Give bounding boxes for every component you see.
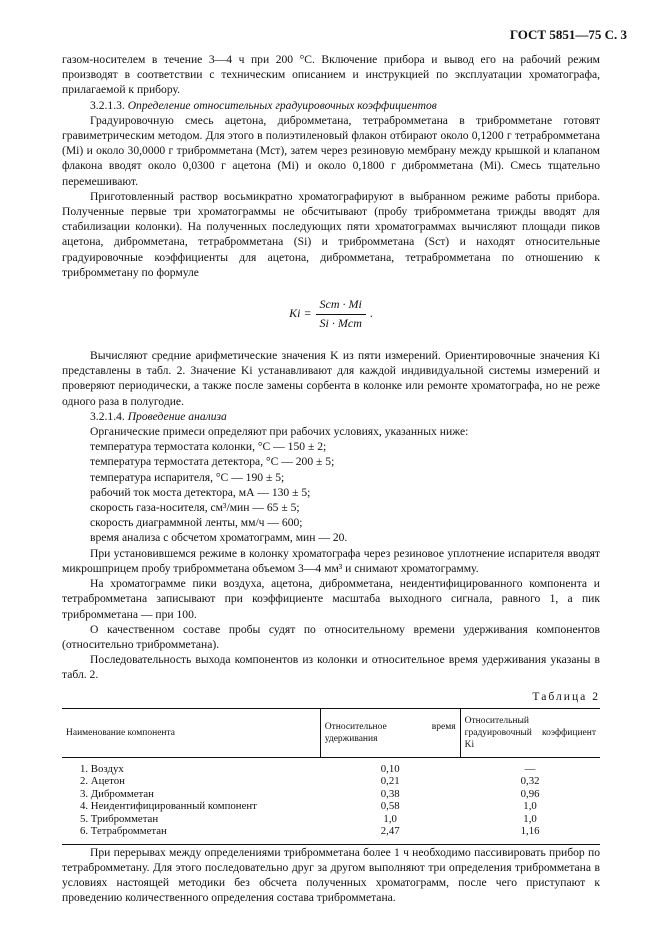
condition-item: температура термостата детектора, °С — 200 ± 5; [90,455,335,469]
cell-component: 3. Дибромметан [80,787,154,800]
formula-fraction [316,297,366,330]
cell-component: 6. Тетрабромметан [80,825,167,838]
cell-time: 0,58 [380,800,400,813]
paragraph-qualitative: О качественном составе пробы судят по относительному времени удерживания компонентов (относительно трибромметана). [62,622,600,651]
formula-lhs: Ki = [289,306,312,321]
section-3214-heading [62,409,600,424]
condition-item: скорость диаграммной ленты, мм/ч — 600; [90,516,303,530]
cell-time: 2,47 [380,825,400,838]
table-title: Таблица 2 [532,689,600,703]
formula-ki [62,294,600,334]
cell-coef: 1,0 [523,812,537,825]
table-row [62,825,600,844]
cell-time: 1,0 [383,812,397,825]
table-row [62,757,600,775]
paragraph-passivation: При перерывах между определениями трибромметана более 1 ч необходимо пассивировать прибор по тетрабромметану. Для этого последовательно друг за другом выполняют три определения трибромметана в условиях настоящей методики без обсчета полученных хроматограмм, после чего приступают к проведению количественного определения состава трибромметана. [62,845,600,905]
condition-item: температура термостата колонки, °С — 150 ± 2; [90,440,327,454]
table-row [62,813,600,826]
section-title: Определение относительных градуировочных коэффициентов [127,98,437,112]
table-2 [62,708,600,845]
paragraph-intro: газом-носителем в течение 3—4 ч при 200 °С. Включение прибора и вывод его на рабочий режим производят в соответствии с техническим описанием и инструкцией по эксплуатации хроматографа, прилагаемой к прибору. [62,53,600,97]
cell-coef: 0,32 [520,775,540,788]
section-3213-heading [62,98,600,113]
header-retention-time: Относительное время удерживания [320,708,460,757]
paragraph-injection: При установившемся режиме в колонку хроматографа через резиновое уплотнение испарителя вводят микрошприцем пробу трибромметана объемом 3—4 мм³ и снимают хроматограмму. [62,546,600,575]
section-number: 3.2.1.3. [90,98,125,112]
header-component: Наименование компонента [62,708,320,757]
cell-time: 0,21 [380,775,400,788]
formula-denominator: Si · Mст [319,315,362,330]
cell-coef: 0,96 [520,787,540,800]
paragraph-peaks: На хроматограмме пики воздуха, ацетона, дибромметана, неидентифицированного компонента и тетрабромметана записывают при коэффициенте масштаба выходного сигнала, равного 1, а пик трибромметана — при 100. [62,577,600,621]
cell-coef: 1,16 [520,825,540,838]
cell-coef: — [524,762,536,775]
cell-time: 0,10 [380,762,400,775]
document-body [62,52,600,906]
formula-numerator: Sст · Mi [316,297,366,314]
paragraph-chromatography: Приготовленный раствор восьмикратно хроматографируют в выбранном режиме работы прибора. Полученные первые три хроматограммы не обсчитывают (пробу трибромметана трижды вводят для стабилизации колонки). На полученных последующих пяти хроматограммах вычисляют площади пиков ацетона, дибромметана, тетрабромметана (Si) и трибромметана (Sст) и находят относительные градуировочные коэффициенты для ацетона, дибромметана, тетрабромметана по отношению к трибромметану по формуле [62,189,600,279]
paragraph-average: Вычисляют средние арифметические значения K из пяти измерений. Ориентировочные значения Ki представлены в табл. 2. Значение Ki устанавливают для каждой индивидуальной системы измерений и проверяют периодически, а также после замены сорбента в колонке или ремонте хроматографа, но не реже одного раза в полугодие. [62,349,600,408]
table-header-row [62,708,600,757]
condition-item: температура испарителя, °С — 190 ± 5; [90,470,285,484]
cell-component: 4. Неидентифицированный компонент [80,800,257,813]
paragraph-sequence: Последовательность выхода компонентов из колонки и относительное время удерживания указаны в табл. 2. [62,653,600,682]
condition-item: рабочий ток моста детектора, мА — 130 ± 5; [90,485,311,499]
cell-component: 5. Трибромметан [80,812,159,825]
condition-item: скорость газа-носителя, см³/мин — 65 ± 5; [90,501,300,515]
table-row [62,800,600,813]
cell-time: 0,38 [380,787,400,800]
cell-coef: 1,0 [523,800,537,813]
paragraph-conditions-intro: Органические примеси определяют при рабочих условиях, указанных ниже: [90,425,469,439]
condition-item: время анализа с обсчетом хроматограмм, мин — 20. [90,531,348,545]
formula-tail: . [369,306,373,321]
paragraph-calibration-mix: Градуировочную смесь ацетона, дибромметана, тетрабромметана в трибромметане готовят гравиметрическим методом. Для этого в полиэтиленовый флакон отбирают около 0,1200 г тетрабромметана (Mi) и около 30,0000 г трибромметана (Mст), затем через резиновую мембрану между крышкой и клапаном флакона вводят около 0,0300 г ацетона (Mi) и около 0,1800 г дибромметана (Mi). Смесь тщательно перемешивают. [62,113,600,188]
header-calibration-coef: Относительный градуировочный коэффициент Ki [460,708,600,757]
cell-component: 2. Ацетон [80,775,125,788]
page-header: ГОСТ 5851—75 С. 3 [509,27,627,42]
section-number: 3.2.1.4. [90,409,125,423]
table-row [62,788,600,801]
table-row [62,775,600,788]
cell-component: 1. Воздух [80,762,124,775]
section-title: Проведение анализа [127,409,227,423]
